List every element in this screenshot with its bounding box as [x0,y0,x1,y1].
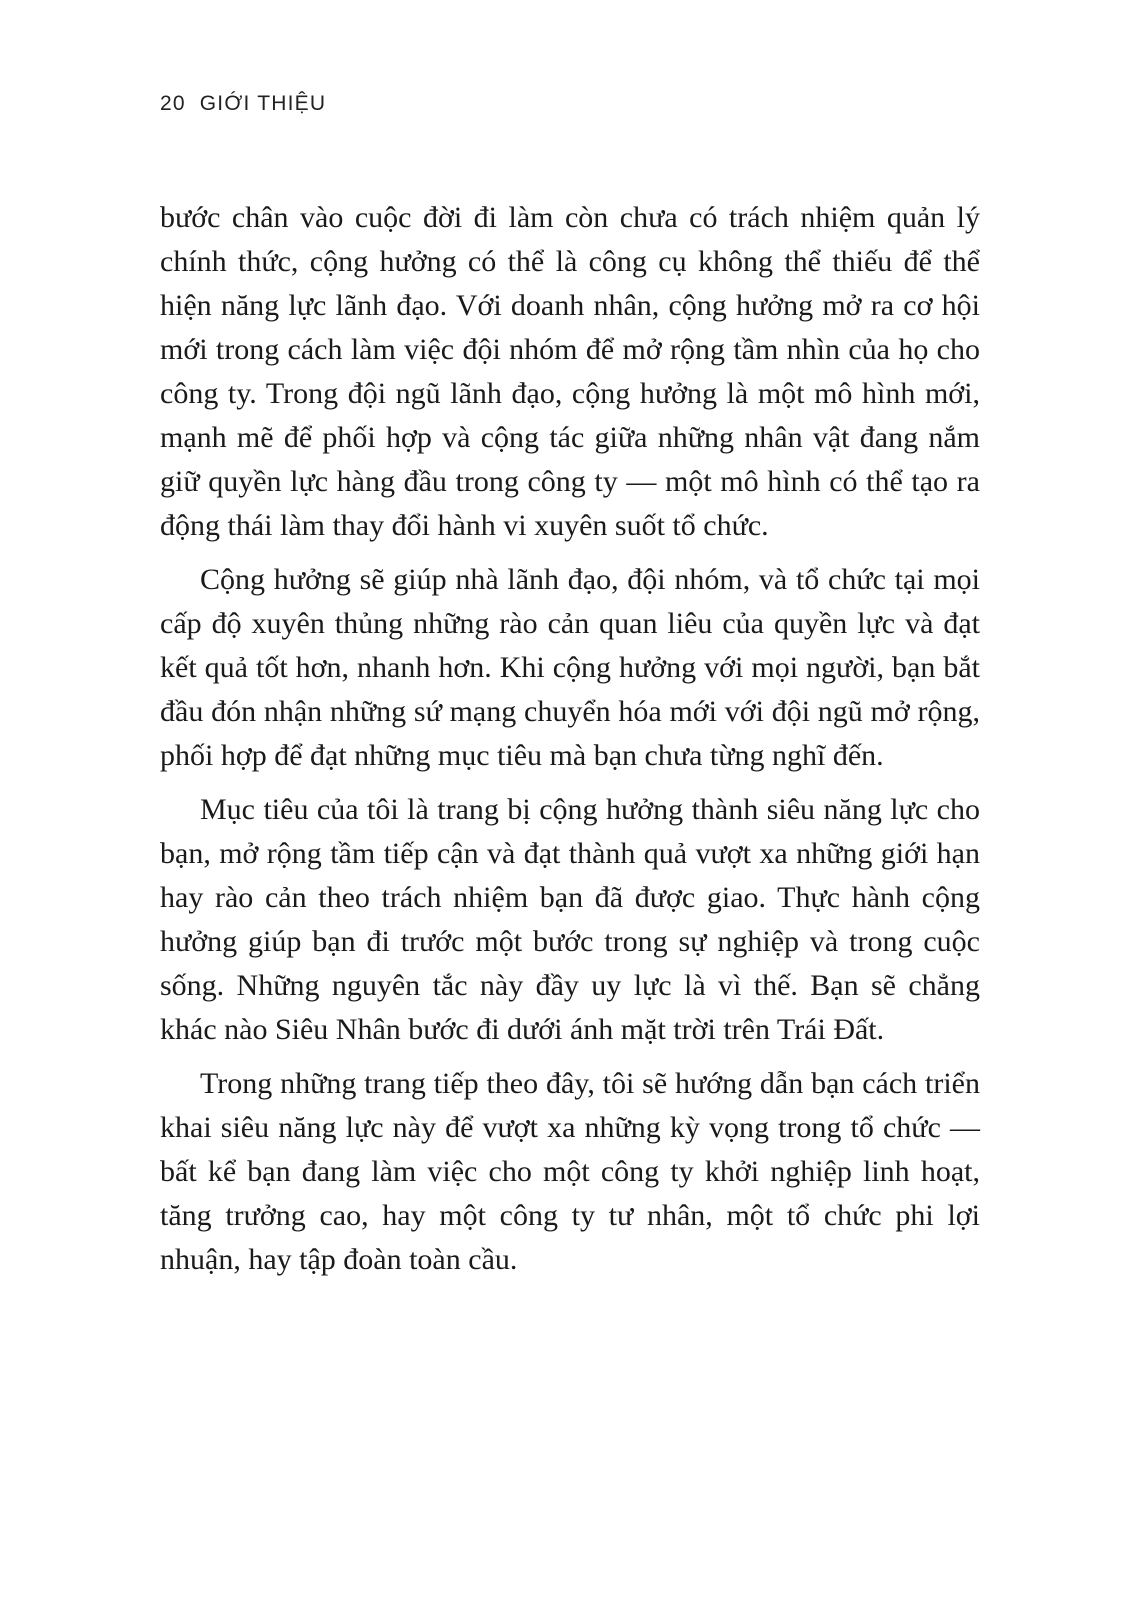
paragraph: Mục tiêu của tôi là trang bị cộng hưởng thành siêu năng lực cho bạn, mở rộng tầm tiếp cận và đạt thành quả vượt xa những giới hạn hay rào cản theo trách nhiệm bạn đã được giao. Thực hành cộng hưởng giúp bạn đi trước một bước trong sự nghiệp và trong cuộc sống. Những nguyên tắc này đầy uy lực là vì thế. Bạn sẽ chẳng khác nào Siêu Nhân bước đi dưới ánh mặt trời trên Trái Đất. [160,793,980,1046]
running-head [160,92,326,116]
page-number: 20 [160,92,186,115]
paragraph: Cộng hưởng sẽ giúp nhà lãnh đạo, đội nhóm, và tổ chức tại mọi cấp độ xuyên thủng những rào cản quan liêu của quyền lực và đạt kết quả tốt hơn, nhanh hơn. Khi cộng hưởng với mọi người, bạn bắt đầu đón nhận những sứ mạng chuyển hóa mới với đội ngũ mở rộng, phối hợp để đạt những mục tiêu mà bạn chưa từng nghĩ đến. [160,563,980,772]
section-title: GIỚI THIỆU [199,92,327,115]
paragraph: Trong những trang tiếp theo đây, tôi sẽ hướng dẫn bạn cách triển khai siêu năng lực này để vượt xa những kỳ vọng trong tổ chức — bất kể bạn đang làm việc cho một công ty khởi nghiệp linh hoạt, tăng trưởng cao, hay một công ty tư nhân, một tổ chức phi lợi nhuận, hay tập đoàn toàn cầu. [160,1067,980,1276]
paragraph-continued: bước chân vào cuộc đời đi làm còn chưa có trách nhiệm quản lý chính thức, cộng hưởng có thể là công cụ không thể thiếu để thể hiện năng lực lãnh đạo. Với doanh nhân, cộng hưởng mở ra cơ hội mới trong cách làm việc đội nhóm để mở rộng tầm nhìn của họ cho công ty. Trong đội ngũ lãnh đạo, cộng hưởng là một mô hình mới, mạnh mẽ để phối hợp và cộng tác giữa những nhân vật đang nắm giữ quyền lực hàng đầu trong công ty — một mô hình có thể tạo ra động thái làm thay đổi hành vi xuyên suốt tổ chức. [160,201,980,542]
body-text [160,196,980,1292]
